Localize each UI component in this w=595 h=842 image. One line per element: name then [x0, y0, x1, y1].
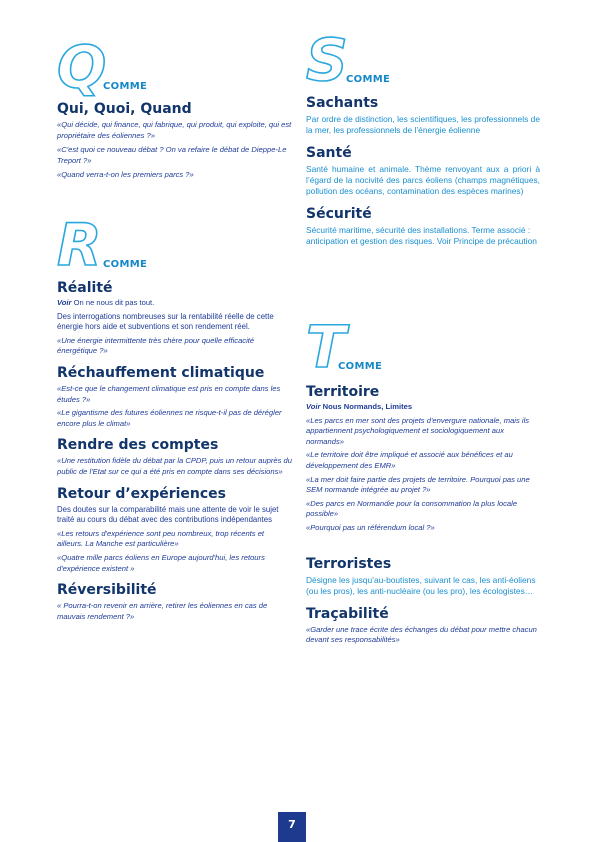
entry-title: Retour d’expériences	[57, 485, 227, 502]
entry-body: Des doutes sur la comparabilité mais une attente de voir le sujet traité au cours du débat avec des contributions indépendantes	[57, 504, 279, 525]
section-s	[306, 26, 540, 247]
entry-title: Qui, Quoi, Quand	[57, 101, 192, 117]
quote: «Quatre mille parcs éoliens en Europe aujourd'hui, les retours d'expérience existent »	[57, 552, 265, 573]
section-r	[57, 211, 292, 622]
quote: «Quand verra-t-on les premiers parcs ?»	[57, 170, 194, 180]
comme-label: COMME	[103, 259, 148, 270]
quote: «Une énergie intermittente très chère pour quelle efficacité énergétique ?»	[57, 335, 255, 356]
entry	[306, 606, 540, 646]
entry-title: Sachants	[306, 95, 379, 111]
comme-label: COMME	[103, 81, 148, 92]
section-t	[306, 313, 540, 646]
entry-body: Des interrogations nombreuses sur la rentabilité réelle de cette énergie hors aide et subventions et son rendement réel.	[57, 311, 274, 332]
entry-title: Traçabilité	[306, 605, 389, 622]
comme-label: COMME	[338, 361, 383, 372]
quote: «Est-ce que le changement climatique est pris en compte dans les études ?»	[57, 383, 281, 404]
letter-heading	[306, 26, 540, 94]
quote: «Qui décide, qui finance, qui fabrique, qui produit, qui exploite, qui est propriétaire des éoliennes ?»	[57, 120, 292, 140]
quote: «Garder une trace écrite des échanges du débat pour mettre chacun devant ses responsabilités»	[306, 624, 537, 645]
section-q	[57, 33, 292, 181]
entry	[57, 280, 292, 357]
entry-title: Rendre des comptes	[57, 437, 219, 454]
entry-body: Sécurité maritime, sécurité des installations. Terme associé : anticipation et gestion des risques. Voir Principe de précaution	[306, 225, 537, 246]
entry	[57, 101, 292, 181]
big-letter: S	[306, 26, 348, 94]
entry-body: Désigne les jusqu’au-boutistes, suivant le cas, les anti-éoliens (ou les pros), les anti-nucléaire (ou les pro), les écologistes…	[306, 574, 536, 596]
entry	[57, 365, 292, 429]
see-also-text: On ne nous dit pas tout.	[73, 298, 155, 307]
entry	[306, 384, 540, 534]
quote: «Pourquoi pas un référendum local ?»	[306, 522, 435, 532]
entry	[306, 206, 540, 247]
entry-body: Santé humaine et animale. Thème renvoyant aux a priori à l’égard de la nocivité des parcs éoliens (champs magnétiques, pollution des océans, contamination des espèces marines)	[306, 164, 540, 196]
entry-title: Sécurité	[306, 206, 372, 222]
quote: «Le territoire doit être impliqué et associé aux bénéfices et au développement des EMR»	[306, 450, 513, 470]
see-also-label: Voir	[57, 298, 72, 307]
letter-heading	[306, 313, 540, 381]
big-letter: T	[306, 313, 346, 381]
entry-title: Santé	[306, 145, 352, 161]
entry	[306, 95, 540, 136]
quote: «Des parcs en Normandie pour la consommation la plus locale possible»	[306, 498, 518, 519]
see-also	[57, 298, 292, 309]
quote: «Les retours d'expérience sont peu nombreux, trop récents et ailleurs. La Manche est particulière»	[57, 528, 265, 549]
entry-title: Réversibilité	[57, 582, 157, 599]
entry	[306, 145, 540, 197]
entry	[57, 437, 292, 477]
letter-heading	[57, 33, 292, 101]
see-also-text: Nous Normands, Limites	[322, 402, 413, 411]
big-letter: Q	[57, 33, 107, 101]
quote: «Une restitution fidèle du débat par la CPDP, puis un retour auprès du public de l'Etat sur ce qui a été pris en compte dans ses décisions»	[57, 456, 292, 476]
see-also	[306, 402, 540, 413]
quote: «Le gigantisme des futures éoliennes ne risque-t-il pas de dérégler encore plus le climat»	[57, 408, 282, 428]
quote: « Pourra-t-on revenir en arrière, retirer les éoliennes en cas de mauvais rendement ?»	[57, 601, 268, 621]
quote: «Les parcs en mer sont des projets d'envergure nationale, mais ils appartiennent psychologiquement et sociologiquement aux normands»	[306, 415, 530, 446]
quote: «La mer doit faire partie des projets de territoire. Pourquoi pas une SEM normande intégrée au projet ?»	[306, 474, 530, 495]
entry-title: Réchauffement climatique	[57, 364, 265, 381]
letter-heading	[57, 211, 292, 279]
entry	[306, 556, 540, 597]
entry	[57, 486, 292, 575]
entry	[57, 582, 292, 622]
entry-title: Terroristes	[306, 555, 392, 572]
page-number: 7	[278, 812, 306, 842]
big-letter: R	[57, 211, 102, 279]
entry-title: Réalité	[57, 280, 113, 296]
quote: «C'est quoi ce nouveau débat ? On va refaire le débat de Dieppe-Le Treport ?»	[57, 145, 287, 165]
entry-body: Par ordre de distinction, les scientifiques, les professionnels de la mer, les professionnels de l’énergie éolienne	[306, 114, 540, 135]
see-also-label: Voir	[306, 402, 321, 411]
entry-title: Territoire	[306, 384, 380, 400]
comme-label: COMME	[346, 74, 391, 85]
